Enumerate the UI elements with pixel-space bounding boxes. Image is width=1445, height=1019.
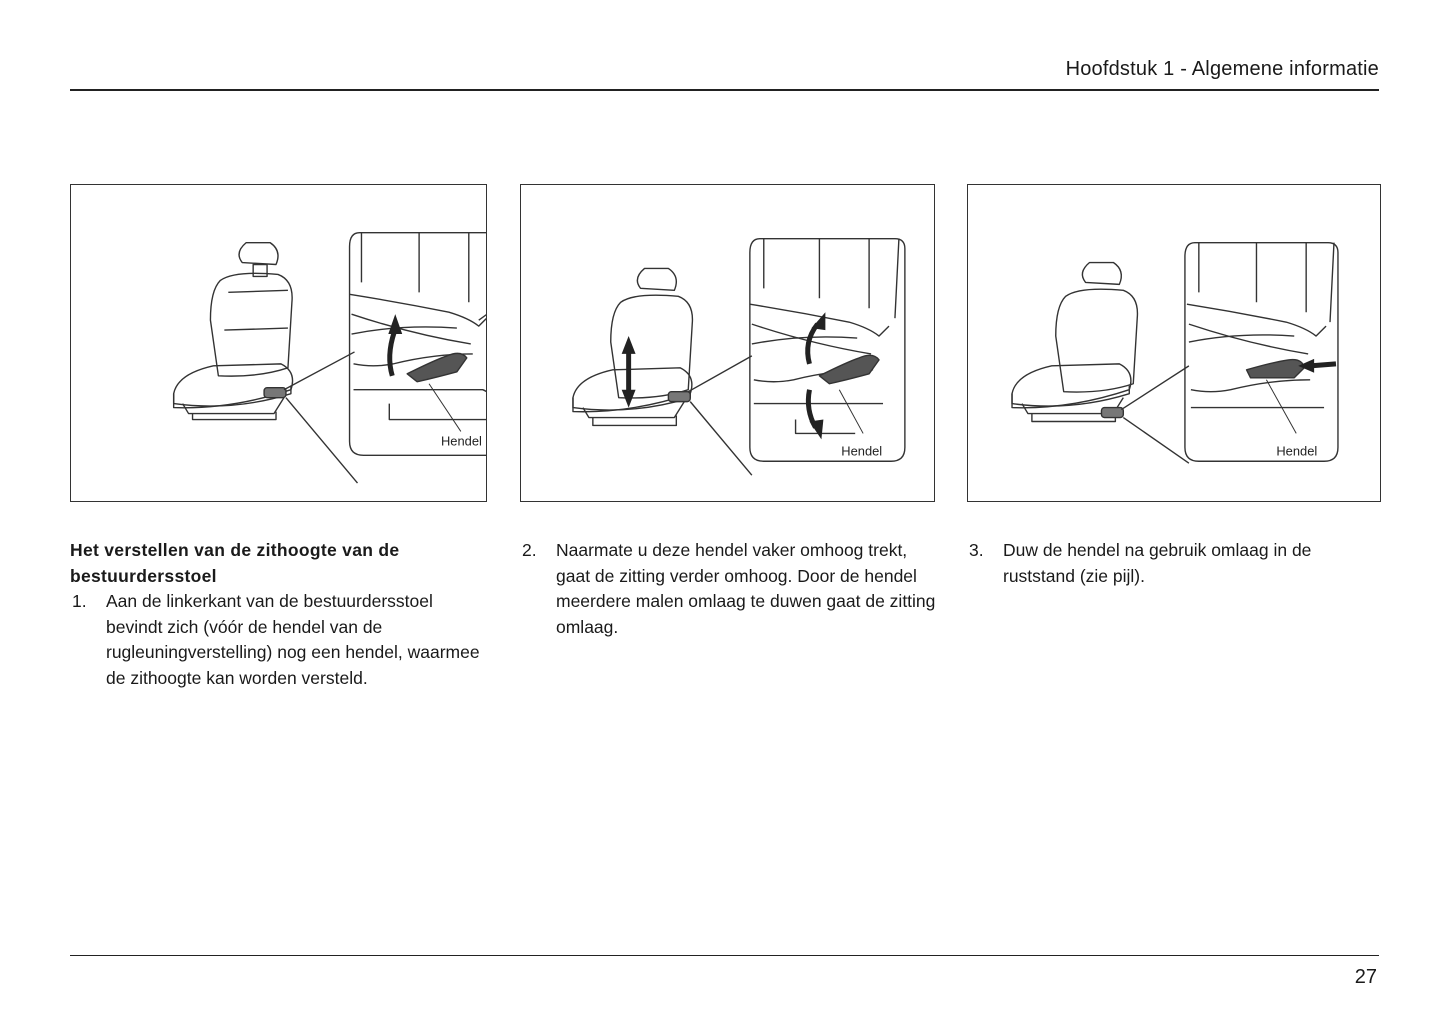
step-text: Naarmate u deze hendel vaker omhoog trekt, gaat de zitting verder omhoog. Door de hendel meerdere malen omlaag te duwen gaat de zitting omlaag. <box>556 540 936 637</box>
step-text: Aan de linkerkant van de bestuurdersstoel bevindt zich (vóór de hendel van de rugleuningverstelling) nog een hendel, waarmee de zithoogte kan worden versteld. <box>106 591 480 688</box>
figure-seat-lever-up <box>70 184 487 502</box>
step-item <box>520 538 938 640</box>
page-number: 27 <box>1354 966 1377 988</box>
column-2 <box>520 538 938 640</box>
section-heading: Het verstellen van de zithoogte van de bestuurdersstoel <box>70 540 400 586</box>
step-item <box>70 589 490 691</box>
callout-label: Hendel <box>1276 443 1318 459</box>
step-number: 1. <box>72 591 87 611</box>
footer-rule <box>70 955 1379 956</box>
page-header-title: Hoofdstuk 1 - Algemene informatie <box>1065 58 1379 80</box>
step-number: 2. <box>522 540 537 560</box>
seat-illustration-1 <box>71 185 486 501</box>
figure-seat-height-up-down <box>520 184 935 502</box>
seat-illustration-3 <box>968 185 1380 501</box>
step-text: Duw de hendel na gebruik omlaag in de ruststand (zie pijl). <box>1003 540 1312 586</box>
step-item <box>967 538 1377 589</box>
callout-label: Hendel <box>440 433 482 449</box>
column-1 <box>70 538 490 691</box>
callout-label: Hendel <box>841 443 883 459</box>
header-rule <box>70 89 1379 91</box>
seat-illustration-2 <box>521 185 934 501</box>
column-3 <box>967 538 1377 589</box>
figure-seat-lever-rest <box>967 184 1381 502</box>
step-number: 3. <box>969 540 984 560</box>
